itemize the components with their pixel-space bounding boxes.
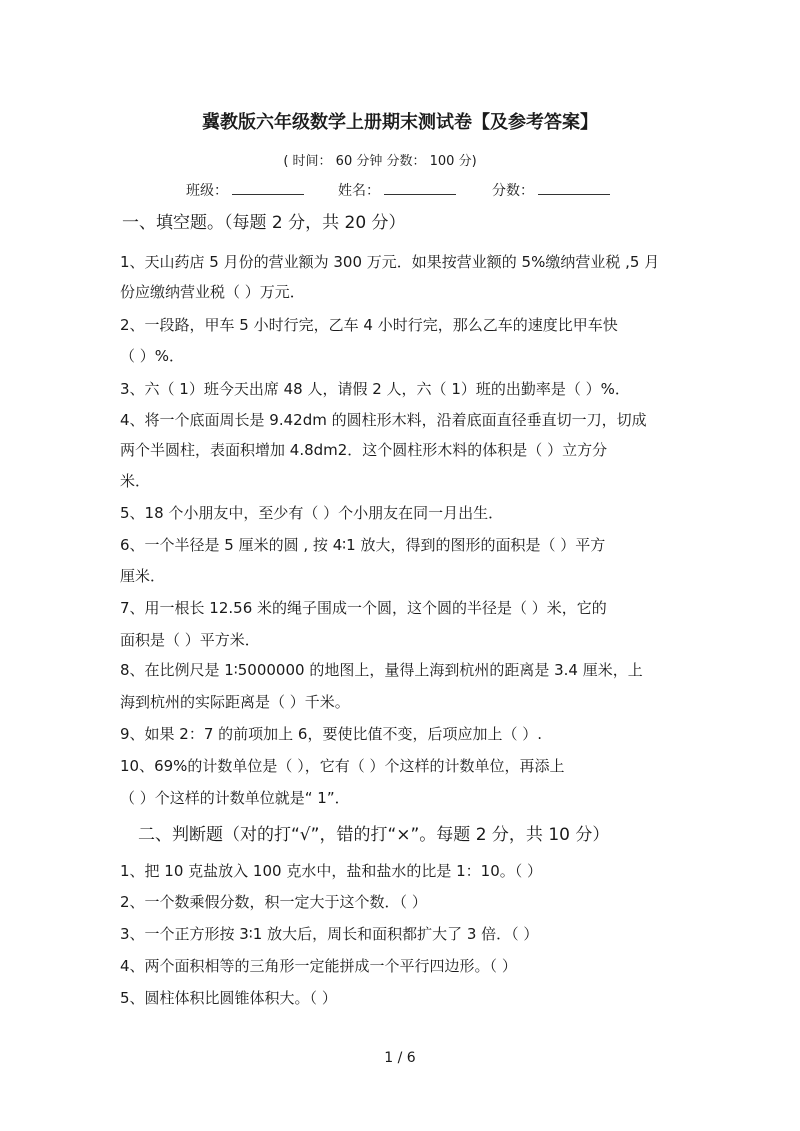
question-line: 10、69%的计数单位是（ ），它有（ ）个这样的计数单位，再添上 [120,757,565,775]
question-line: （ ）个这样的计数单位就是“ 1”． [120,789,350,807]
question-line: 份应缴纳营业税（ ）万元． [120,283,305,301]
question-line: 2、一段路，甲车 5 小时行完，乙车 4 小时行完，那么乙车的速度比甲车快 [120,316,618,334]
section-heading-true-false: 二、判断题（对的打“√”，错的打“×”。每题 2 分，共 10 分） [138,825,610,845]
question-line: 4、两个面积相等的三角形一定能拼成一个平行四边形。（ ） [120,957,517,975]
question-line: 6、一个半径是 5 厘米的圆 , 按 4∶1 放大，得到的图形的面积是（ ）平方 [120,536,606,554]
question-line: 5、圆柱体积比圆锥体积大。（ ） [120,989,337,1007]
question-line: 1、把 10 克盐放入 100 克水中，盐和盐水的比是 1：10。（ ） [120,862,543,880]
name-field: 姓名： [338,180,456,200]
time-score-info: ( 时间： 60 分钟 分数： 100 分) [283,154,477,169]
question-line: 厘米． [120,567,166,585]
question-line: 3、六（ 1）班今天出席 48 人，请假 2 人，六（ 1）班的出勤率是（ ）%． [120,380,630,398]
name-blank[interactable] [384,180,456,195]
question-line: 9、如果 2：7 的前项加上 6，要使比值不变，后项应加上（ ）. [120,725,543,743]
question-line: 两个半圆柱，表面积增加 4.8dm2．这个圆柱形木料的体积是（ ）立方分 [120,441,608,459]
class-field: 班级： [186,180,304,200]
question-line: 8、在比例尺是 1∶5000000 的地图上，量得上海到杭州的距离是 3.4 厘米，上 [120,661,643,679]
class-blank[interactable] [232,180,304,195]
question-line: （ ）%． [120,347,185,365]
question-line: 5、18 个小朋友中，至少有（ ）个小朋友在同一月出生． [120,504,504,522]
page-title: 冀教版六年级数学上册期末测试卷【及参考答案】 [202,112,598,133]
question-line: 3、一个正方形按 3∶1 放大后，周长和面积都扩大了 3 倍．（ ） [120,925,539,943]
question-line: 7、用一根长 12.56 米的绳子围成一个圆，这个圆的半径是（ ）米，它的 [120,599,607,617]
page-number: 1 / 6 [384,1050,416,1066]
score-field: 分数： [492,180,610,200]
score-blank[interactable] [538,180,610,195]
question-line: 1、天山药店 5 月份的营业额为 300 万元．如果按营业额的 5%缴纳营业税 ,5 月 [120,253,660,271]
question-line: 米． [120,472,151,490]
question-line: 2、一个数乘假分数，积一定大于这个数．（ ） [120,893,427,911]
section-heading-fill-blank: 一、填空题。（每题 2 分，共 20 分） [122,213,406,233]
question-line: 面积是（ ）平方米． [120,631,260,649]
question-line: 4、将一个底面周长是 9.42dm 的圆柱形木料，沿着底面直径垂直切一刀，切成 [120,411,647,429]
question-line: 海到杭州的实际距离是（ ）千米。 [120,693,350,711]
